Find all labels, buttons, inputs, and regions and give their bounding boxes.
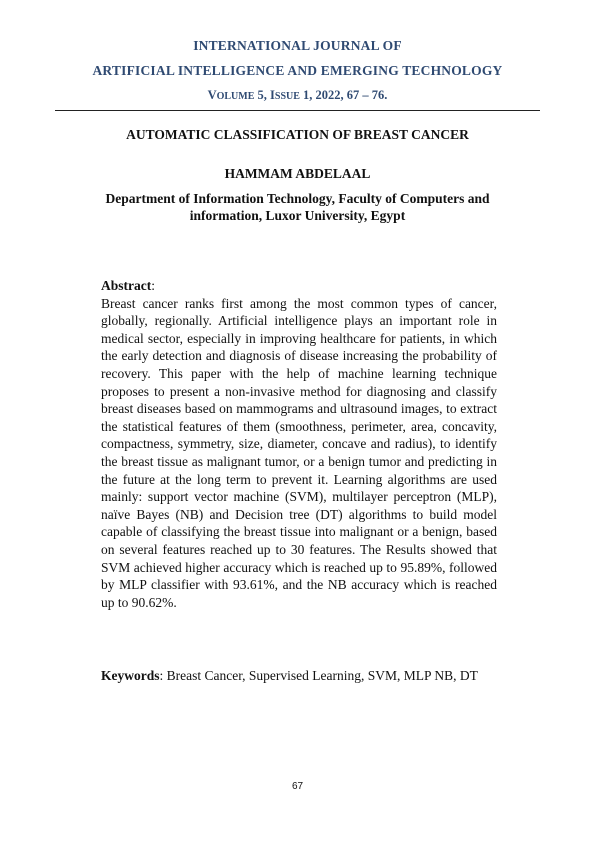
page-number: 67 xyxy=(291,781,304,792)
header-rule xyxy=(55,110,540,111)
volume-issue-line xyxy=(0,88,595,103)
volume-number: 5, xyxy=(254,88,271,102)
keywords-label: Keywords xyxy=(101,668,160,683)
abstract-heading-label: Abstract xyxy=(101,278,152,293)
issue-details: 1, 2022, 67 – 76. xyxy=(299,88,388,102)
journal-name-line2: ARTIFICIAL INTELLIGENCE AND EMERGING TECHNOLOGY xyxy=(92,63,503,78)
issue-small: SSUE xyxy=(274,91,300,102)
author-name: HAMMAM ABDELAAL xyxy=(224,166,371,181)
abstract-heading xyxy=(101,277,497,295)
volume-small: OLUME xyxy=(216,91,255,102)
journal-name-line1: INTERNATIONAL JOURNAL OF xyxy=(193,38,402,53)
paper-title: AUTOMATIC CLASSIFICATION OF BREAST CANCER xyxy=(126,127,469,142)
author-affiliation: Department of Information Technology, Faculty of Computers and information, Luxor University, Egypt xyxy=(105,191,490,223)
keywords-line xyxy=(101,667,497,685)
abstract-section xyxy=(101,277,497,611)
volume-cap: V xyxy=(207,88,217,102)
abstract-body: Breast cancer ranks first among the most common types of cancer, globally, regionally. Artificial intelligence plays an important role in medical sector, especially in improving healthcare for patients, in which the early detection and diagnosis of disease increasing the probability of recovery. This paper with the help of machine learning technique proposes to present a non-invasive method for diagnosing and classify breast diseases based on mammograms and ultrasound images, to extract the statistical features of them (smoothness, perimeter, area, concavity, compactness, symmetry, size, diameter, concave and radius), to identify the breast tissue as malignant tumor, or a benign tumor and predicting in the future at the long term to prevent it. Learning algorithms are used mainly: support vector machine (SVM), multilayer perceptron (MLP), naïve Bayes (NB) and Decision tree (DT) algorithms to build model capable of classifying the breast tissue into malignant or a benign, based on several features reached up to 30 features. The Results showed that SVM achieved higher accuracy which is reached up to 95.89%, followed by MLP classifier with 93.61%, and the NB accuracy which is reached up to 90.62%. xyxy=(101,295,497,610)
abstract-heading-colon: : xyxy=(151,278,156,293)
issue-cap: I xyxy=(270,88,275,102)
keywords-text: : Breast Cancer, Supervised Learning, SVM, MLP NB, DT xyxy=(159,668,478,683)
